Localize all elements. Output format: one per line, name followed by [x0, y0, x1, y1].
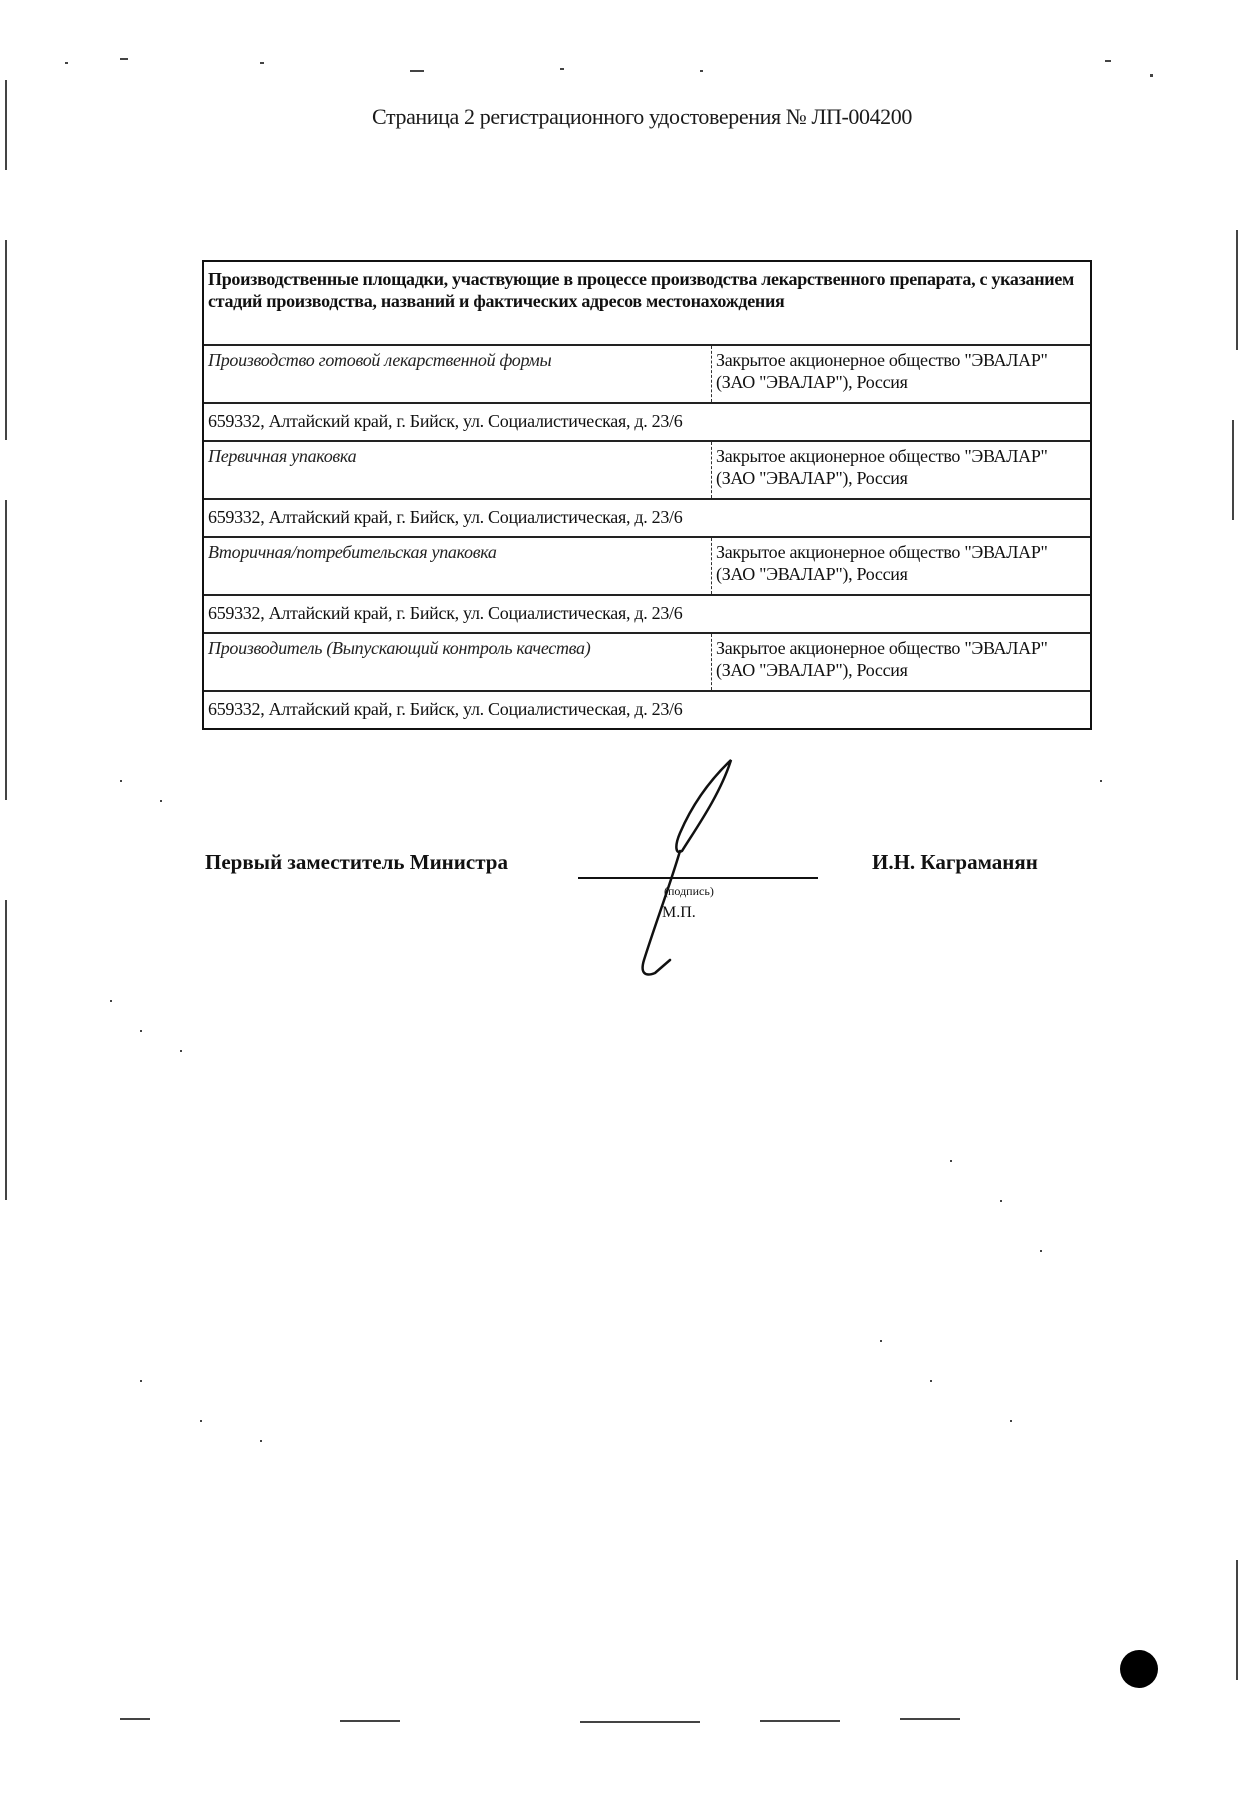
table-row: [204, 344, 1090, 402]
table-row: [204, 536, 1090, 594]
site-address: 659332, Алтайский край, г. Бийск, ул. Социалистическая, д. 23/6: [208, 507, 683, 527]
site-address: 659332, Алтайский край, г. Бийск, ул. Социалистическая, д. 23/6: [208, 699, 683, 719]
table-header: Производственные площадки, участвующие в процессе производства лекарственного препарата, с указанием стадий производства, названий и фактических адресов местонахождения: [208, 269, 1075, 311]
handwritten-signature-icon: [600, 755, 760, 985]
company-name: Закрытое акционерное общество "ЭВАЛАР" (ЗАО "ЭВАЛАР"), Россия: [716, 350, 1048, 392]
company-name: Закрытое акционерное общество "ЭВАЛАР" (ЗАО "ЭВАЛАР"), Россия: [716, 542, 1048, 584]
address-row: [204, 498, 1090, 536]
company-name: Закрытое акционерное общество "ЭВАЛАР" (ЗАО "ЭВАЛАР"), Россия: [716, 638, 1048, 680]
table-header-row: [204, 262, 1090, 344]
stamp-placeholder: М.П.: [662, 904, 696, 921]
stage-name: Производитель (Выпускающий контроль качества): [204, 634, 712, 690]
stage-name: Производство готовой лекарственной формы: [204, 346, 712, 402]
stage-name: Первичная упаковка: [204, 442, 712, 498]
signatory-position: Первый заместитель Министра: [205, 850, 508, 874]
company-name: Закрытое акционерное общество "ЭВАЛАР" (ЗАО "ЭВАЛАР"), Россия: [716, 446, 1048, 488]
production-sites-table: [202, 260, 1092, 730]
address-row: [204, 690, 1090, 728]
site-address: 659332, Алтайский край, г. Бийск, ул. Социалистическая, д. 23/6: [208, 603, 683, 623]
address-row: [204, 402, 1090, 440]
table-row: [204, 440, 1090, 498]
signatory-name: И.Н. Каграманян: [872, 850, 1038, 874]
address-row: [204, 594, 1090, 632]
signature-caption: (подпись): [664, 884, 714, 898]
punch-hole-mark: [1120, 1650, 1158, 1688]
site-address: 659332, Алтайский край, г. Бийск, ул. Социалистическая, д. 23/6: [208, 411, 683, 431]
page-title: Страница 2 регистрационного удостоверения № ЛП-004200: [372, 104, 912, 129]
stage-name: Вторичная/потребительская упаковка: [204, 538, 712, 594]
table-row: [204, 632, 1090, 690]
